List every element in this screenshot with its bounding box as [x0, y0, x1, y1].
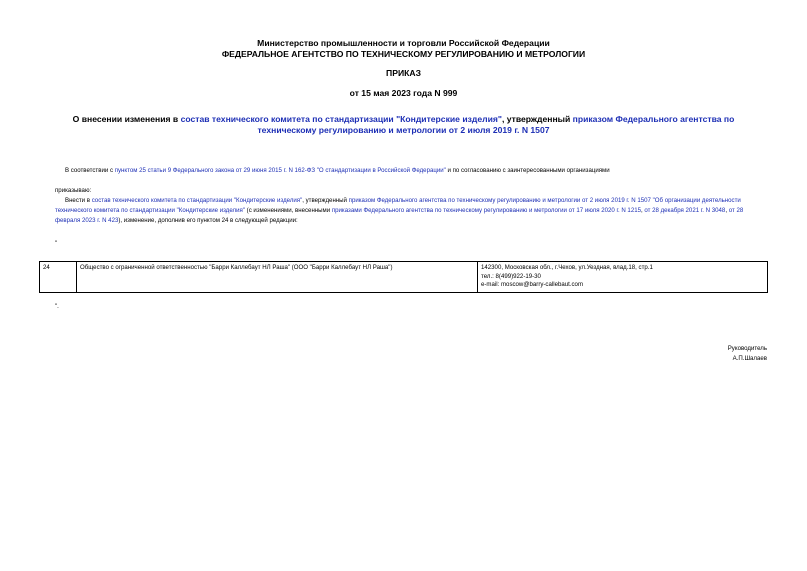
- order-date: от 15 мая 2023 года N 999: [349, 88, 458, 98]
- order-text-3: (с изменениями, внесенными: [244, 207, 332, 214]
- title-text-1: О внесении изменения в: [72, 114, 181, 124]
- signature-name: А.П.Шалаев: [732, 355, 767, 362]
- order-link-order-3048[interactable]: от 28 декабря 2021 г. N 3048: [644, 207, 726, 214]
- order-text-1: Внести в: [65, 197, 92, 204]
- contact-address: 142300, Московская обл., г.Чехов, ул.Уездная, влад.18, стр.1: [481, 264, 653, 271]
- contact-phone: тел.: 8(499)922-19-30: [481, 272, 541, 280]
- quote-open: ": [55, 240, 58, 247]
- document-title: [55, 114, 752, 136]
- cell-organization: Общество с ограниченной ответственностью "Барри Каллебаут НЛ Раша" (ООО "Барри Каллебаут НЛ Раша"): [77, 262, 478, 293]
- order-text-4: ,: [641, 207, 645, 214]
- table-row: [40, 262, 768, 293]
- preamble-text-2: и по согласованию с заинтересованными организациями: [445, 167, 610, 174]
- order-text-5: ,: [725, 207, 729, 214]
- document-header: [0, 38, 807, 60]
- preamble-paragraph: [55, 166, 755, 176]
- signature-block: [728, 344, 767, 364]
- order-link-order-423[interactable]: от 28 февраля 2023 г. N 423: [55, 207, 744, 224]
- preamble-text-1: В соответствии с: [65, 167, 115, 174]
- order-text-6: ), изменение, дополнив его пунктом 24 в следующей редакции:: [118, 217, 298, 224]
- order-word: приказываю:: [55, 187, 92, 194]
- cell-contacts: [478, 262, 768, 293]
- ministry-name: Министерство промышленности и торговли Российской Федерации: [257, 38, 550, 48]
- contact-email: e-mail: moscow@barry-callebaut.com: [481, 281, 584, 288]
- title-text-2: , утвержденный: [501, 114, 573, 124]
- order-link-committee[interactable]: состав технического комитета по стандартизации "Кондитерские изделия": [91, 197, 303, 204]
- committee-table: [39, 261, 768, 293]
- order-link-order-1215[interactable]: приказами Федерального агентства по техническому регулированию и метрологии от 17 июля 2020 г. N 1215: [331, 207, 641, 214]
- title-link-order[interactable]: приказом Федерального агентства по техническому регулированию и метрологии от 2 июля 2019 г. N 1507: [257, 114, 735, 135]
- signature-role: Руководитель: [727, 345, 767, 352]
- order-text-2: , утвержденный: [302, 197, 349, 204]
- order-label: ПРИКАЗ: [386, 68, 421, 78]
- preamble-link-law[interactable]: пунктом 25 статьи 9 Федерального закона от 29 июня 2015 г. N 162-ФЗ "О стандартизации в Российской Федерации": [114, 167, 446, 174]
- quote-close: ".: [55, 303, 59, 310]
- agency-name: ФЕДЕРАЛЬНОЕ АГЕНТСТВО ПО ТЕХНИЧЕСКОМУ РЕГУЛИРОВАНИЮ И МЕТРОЛОГИИ: [221, 49, 586, 59]
- cell-number: 24: [40, 262, 77, 293]
- order-link-order-1507[interactable]: приказом Федерального агентства по техническому регулированию и метрологии от 2 июля 2019 г. N 1507 "Об организации деятельности технического комитета по стандартизации "Кондитерские изделия": [55, 197, 741, 214]
- order-paragraph: [55, 196, 767, 226]
- title-link-committee[interactable]: состав технического комитета по стандартизации "Кондитерские изделия": [180, 114, 502, 124]
